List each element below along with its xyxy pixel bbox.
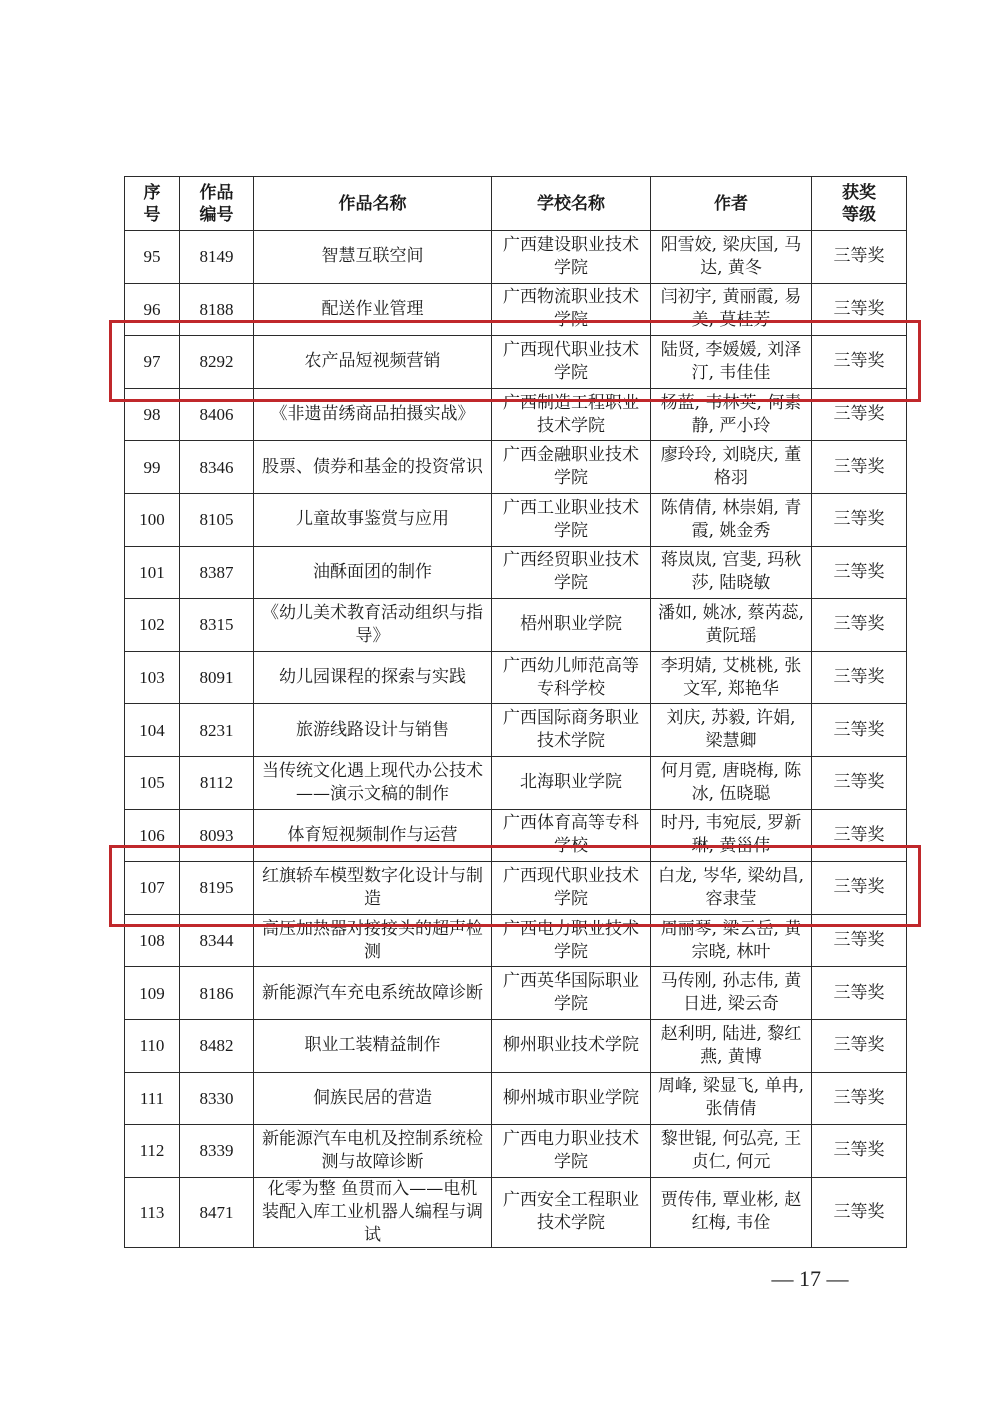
cell-code: 8292 — [180, 336, 254, 389]
table-row — [125, 493, 907, 546]
cell-code: 8091 — [180, 651, 254, 704]
cell-school: 广西英华国际职业学院 — [492, 967, 651, 1020]
table-row — [125, 1072, 907, 1125]
table-row — [125, 1177, 907, 1247]
cell-school: 广西建设职业技术学院 — [492, 231, 651, 284]
cell-code: 8339 — [180, 1125, 254, 1178]
table-row — [125, 1125, 907, 1178]
cell-seq: 101 — [125, 546, 180, 599]
cell-seq: 102 — [125, 599, 180, 652]
cell-award: 三等奖 — [812, 1019, 907, 1072]
table-row — [125, 967, 907, 1020]
cell-code: 8231 — [180, 704, 254, 757]
cell-seq: 112 — [125, 1125, 180, 1178]
cell-authors: 马传刚, 孙志伟, 黄日进, 梁云奇 — [651, 967, 812, 1020]
cell-title: 配送作业管理 — [254, 283, 492, 336]
cell-title: 油酥面团的制作 — [254, 546, 492, 599]
cell-authors: 白龙, 岑华, 梁幼昌, 容隶莹 — [651, 862, 812, 915]
cell-code: 8387 — [180, 546, 254, 599]
table-row — [125, 809, 907, 862]
cell-school: 广西现代职业技术学院 — [492, 336, 651, 389]
table-row — [125, 914, 907, 967]
table-row — [125, 283, 907, 336]
table-row — [125, 862, 907, 915]
table-row — [125, 231, 907, 284]
cell-title: 体育短视频制作与运营 — [254, 809, 492, 862]
cell-code: 8344 — [180, 914, 254, 967]
cell-code: 8105 — [180, 493, 254, 546]
cell-award: 三等奖 — [812, 493, 907, 546]
cell-school: 广西金融职业技术学院 — [492, 441, 651, 494]
table-row — [125, 1019, 907, 1072]
awards-table — [124, 176, 907, 1248]
cell-title: 职业工装精益制作 — [254, 1019, 492, 1072]
cell-seq: 104 — [125, 704, 180, 757]
cell-code: 8482 — [180, 1019, 254, 1072]
cell-school: 广西国际商务职业技术学院 — [492, 704, 651, 757]
cell-school: 梧州职业学院 — [492, 599, 651, 652]
cell-school: 广西安全工程职业技术学院 — [492, 1177, 651, 1247]
header-authors: 作者 — [651, 177, 812, 231]
cell-seq: 113 — [125, 1177, 180, 1247]
cell-award: 三等奖 — [812, 599, 907, 652]
cell-school: 广西物流职业技术学院 — [492, 283, 651, 336]
cell-code: 8093 — [180, 809, 254, 862]
cell-title: 化零为整 鱼贯而入——电机装配入库工业机器人编程与调试 — [254, 1177, 492, 1247]
cell-school: 广西电力职业技术学院 — [492, 914, 651, 967]
table-row — [125, 441, 907, 494]
cell-title: 幼儿园课程的探索与实践 — [254, 651, 492, 704]
cell-title: 《幼儿美术教育活动组织与指导》 — [254, 599, 492, 652]
cell-seq: 109 — [125, 967, 180, 1020]
cell-seq: 111 — [125, 1072, 180, 1125]
cell-school: 广西制造工程职业技术学院 — [492, 388, 651, 441]
cell-seq: 103 — [125, 651, 180, 704]
cell-award: 三等奖 — [812, 756, 907, 809]
table-header — [125, 177, 907, 231]
cell-authors: 廖玲玲, 刘晓庆, 董格羽 — [651, 441, 812, 494]
cell-award: 三等奖 — [812, 231, 907, 284]
header-school: 学校名称 — [492, 177, 651, 231]
cell-award: 三等奖 — [812, 441, 907, 494]
cell-title: 儿童故事鉴赏与应用 — [254, 493, 492, 546]
cell-authors: 贾传伟, 覃业彬, 赵红梅, 韦佺 — [651, 1177, 812, 1247]
header-code: 作品 编号 — [180, 177, 254, 231]
cell-seq: 107 — [125, 862, 180, 915]
cell-title: 当传统文化遇上现代办公技术——演示文稿的制作 — [254, 756, 492, 809]
cell-authors: 陈倩倩, 林崇娟, 青霞, 姚金秀 — [651, 493, 812, 546]
table-row — [125, 704, 907, 757]
cell-title: 《非遗苗绣商品拍摄实战》 — [254, 388, 492, 441]
cell-award: 三等奖 — [812, 704, 907, 757]
cell-seq: 108 — [125, 914, 180, 967]
cell-award: 三等奖 — [812, 336, 907, 389]
cell-title: 旅游线路设计与销售 — [254, 704, 492, 757]
cell-seq: 105 — [125, 756, 180, 809]
cell-title: 农产品短视频营销 — [254, 336, 492, 389]
table-row — [125, 388, 907, 441]
cell-seq: 100 — [125, 493, 180, 546]
cell-award: 三等奖 — [812, 546, 907, 599]
cell-authors: 赵利明, 陆进, 黎红燕, 黄博 — [651, 1019, 812, 1072]
cell-code: 8330 — [180, 1072, 254, 1125]
cell-code: 8186 — [180, 967, 254, 1020]
cell-authors: 潘如, 姚冰, 蔡芮蕊, 黄阮瑶 — [651, 599, 812, 652]
cell-seq: 98 — [125, 388, 180, 441]
cell-authors: 时丹, 韦宛辰, 罗新琳, 黄甾伟 — [651, 809, 812, 862]
cell-code: 8195 — [180, 862, 254, 915]
cell-seq: 95 — [125, 231, 180, 284]
cell-seq: 99 — [125, 441, 180, 494]
cell-authors: 蒋岚岚, 宫斐, 玛秋莎, 陆晓敏 — [651, 546, 812, 599]
cell-award: 三等奖 — [812, 1177, 907, 1247]
cell-code: 8346 — [180, 441, 254, 494]
cell-title: 股票、债券和基金的投资常识 — [254, 441, 492, 494]
header-seq: 序 号 — [125, 177, 180, 231]
cell-school: 柳州城市职业学院 — [492, 1072, 651, 1125]
header-row — [125, 177, 907, 231]
cell-award: 三等奖 — [812, 1125, 907, 1178]
cell-authors: 黎世锟, 何弘亮, 王贞仁, 何元 — [651, 1125, 812, 1178]
cell-title: 高压加热器对接接头的超声检测 — [254, 914, 492, 967]
cell-award: 三等奖 — [812, 1072, 907, 1125]
cell-school: 广西工业职业技术学院 — [492, 493, 651, 546]
cell-title: 红旗轿车模型数字化设计与制造 — [254, 862, 492, 915]
cell-code: 8112 — [180, 756, 254, 809]
header-title: 作品名称 — [254, 177, 492, 231]
table-row — [125, 336, 907, 389]
cell-authors: 杨蓝, 韦林英, 何素静, 严小玲 — [651, 388, 812, 441]
cell-award: 三等奖 — [812, 651, 907, 704]
cell-authors: 李玥婧, 艾桃桃, 张文军, 郑艳华 — [651, 651, 812, 704]
cell-school: 柳州职业技术学院 — [492, 1019, 651, 1072]
cell-authors: 闫初宇, 黄丽霞, 易美, 莫桂芳 — [651, 283, 812, 336]
cell-code: 8406 — [180, 388, 254, 441]
cell-title: 侗族民居的营造 — [254, 1072, 492, 1125]
cell-authors: 何月霓, 唐晓梅, 陈冰, 伍晓聪 — [651, 756, 812, 809]
cell-seq: 96 — [125, 283, 180, 336]
cell-authors: 周峰, 梁显飞, 单冉, 张倩倩 — [651, 1072, 812, 1125]
cell-school: 北海职业学院 — [492, 756, 651, 809]
cell-award: 三等奖 — [812, 809, 907, 862]
cell-title: 新能源汽车充电系统故障诊断 — [254, 967, 492, 1020]
cell-award: 三等奖 — [812, 967, 907, 1020]
table-row — [125, 756, 907, 809]
table-row — [125, 546, 907, 599]
table-row — [125, 651, 907, 704]
table-body — [125, 231, 907, 1248]
cell-authors: 周丽琴, 梁云岳, 黄宗晓, 林叶 — [651, 914, 812, 967]
cell-award: 三等奖 — [812, 914, 907, 967]
cell-title: 智慧互联空间 — [254, 231, 492, 284]
cell-school: 广西经贸职业技术学院 — [492, 546, 651, 599]
header-award: 获奖 等级 — [812, 177, 907, 231]
cell-authors: 陆贤, 李媛媛, 刘泽汀, 韦佳佳 — [651, 336, 812, 389]
cell-school: 广西电力职业技术学院 — [492, 1125, 651, 1178]
cell-code: 8188 — [180, 283, 254, 336]
cell-code: 8471 — [180, 1177, 254, 1247]
cell-school: 广西体育高等专科学校 — [492, 809, 651, 862]
cell-title: 新能源汽车电机及控制系统检测与故障诊断 — [254, 1125, 492, 1178]
cell-authors: 刘庆, 苏毅, 许娟, 梁慧卿 — [651, 704, 812, 757]
table-row — [125, 599, 907, 652]
cell-school: 广西幼儿师范高等专科学校 — [492, 651, 651, 704]
cell-seq: 110 — [125, 1019, 180, 1072]
cell-authors: 阳雪姣, 梁庆国, 马达, 黄冬 — [651, 231, 812, 284]
cell-award: 三等奖 — [812, 283, 907, 336]
cell-award: 三等奖 — [812, 388, 907, 441]
cell-award: 三等奖 — [812, 862, 907, 915]
cell-seq: 97 — [125, 336, 180, 389]
cell-code: 8149 — [180, 231, 254, 284]
cell-code: 8315 — [180, 599, 254, 652]
cell-school: 广西现代职业技术学院 — [492, 862, 651, 915]
cell-seq: 106 — [125, 809, 180, 862]
page-number: — 17 — — [771, 1266, 849, 1291]
